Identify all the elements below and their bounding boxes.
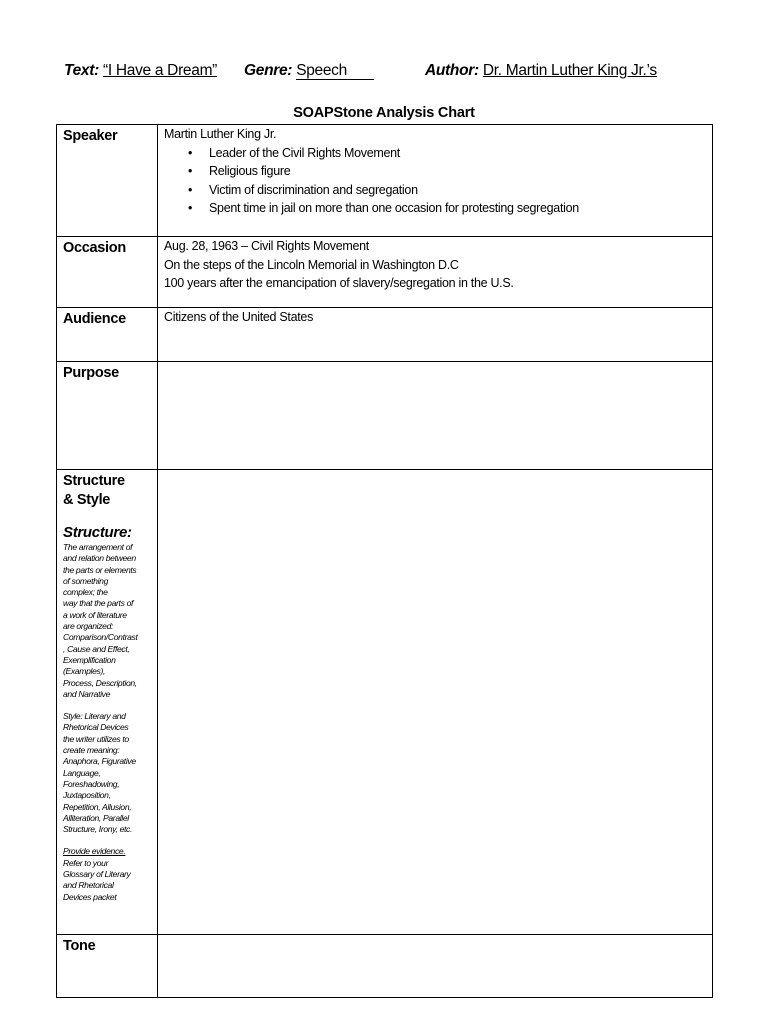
audience-label: Audience (57, 308, 158, 362)
speaker-bullets (164, 144, 708, 218)
structure-line: and Narrative (63, 688, 111, 699)
occasion-line: Aug. 28, 1963 – Civil Rights Movement (164, 239, 369, 253)
style-line: the writer utilizes to (63, 733, 129, 744)
style-line: Repetition, Allusion, (63, 801, 132, 812)
structure-style-title-1: Structure (63, 473, 125, 489)
structure-line: the parts or elements (63, 564, 137, 575)
structure-line: Process, Description, (63, 677, 137, 688)
style-line: create meaning: (63, 745, 120, 756)
text-value: “I Have a Dream” (102, 62, 218, 79)
text-label: Text: (64, 62, 99, 79)
purpose-content (158, 362, 713, 470)
refer-line: Devices packet (63, 891, 117, 902)
structure-line: of something (63, 575, 109, 586)
structure-line: Comparison/Contrast (63, 632, 138, 643)
structure-style-content (158, 470, 713, 935)
style-line: Rhetorical Devices (63, 722, 129, 733)
author-label: Author: (425, 62, 479, 79)
author-field (425, 62, 657, 80)
speaker-row (57, 125, 713, 237)
occasion-label: Occasion (57, 237, 158, 308)
audience-row (57, 308, 713, 362)
style-line: Style: Literary and (63, 711, 126, 722)
structure-line: Exemplification (63, 654, 116, 665)
style-line: Alliteration, Parallel (63, 812, 129, 823)
list-item: • Victim of discrimination and segregation (209, 181, 708, 200)
refer-line: Glossary of Literary (63, 869, 131, 880)
style-line: Structure, Irony, etc. (63, 824, 133, 835)
occasion-content (158, 237, 713, 308)
list-item: • Spent time in jail on more than one occasion for protesting segregation (209, 199, 708, 218)
speaker-name: Martin Luther King Jr. (164, 127, 277, 141)
style-line: Foreshadowing, (63, 778, 120, 789)
genre-value: Speech (296, 63, 374, 80)
tone-content (158, 935, 713, 998)
audience-content (158, 308, 713, 362)
structure-heading: Structure: (63, 524, 132, 541)
occasion-line: 100 years after the emancipation of slavery/segregation in the U.S. (164, 276, 514, 290)
structure-style-label (57, 470, 158, 935)
structure-style-row (57, 470, 713, 935)
structure-line: and relation between (63, 553, 136, 564)
soapstone-table (56, 124, 713, 998)
style-line: Juxtaposition, (63, 790, 111, 801)
document-header (64, 62, 724, 84)
structure-definition (63, 542, 154, 903)
occasion-row (57, 237, 713, 308)
evidence-line: Provide evidence. (63, 846, 126, 857)
refer-line: and Rhetorical (63, 880, 114, 891)
speaker-label: Speaker (57, 125, 158, 237)
style-line: Anaphora, Figurative (63, 756, 136, 767)
structure-style-title-2: & Style (63, 492, 111, 508)
text-field (64, 62, 217, 80)
purpose-row (57, 362, 713, 470)
list-item: • Leader of the Civil Rights Movement (209, 144, 708, 163)
audience-text: Citizens of the United States (164, 310, 314, 324)
structure-line: (Examples), (63, 666, 105, 677)
tone-row (57, 935, 713, 998)
occasion-line: On the steps of the Lincoln Memorial in Washington D.C (164, 257, 459, 272)
tone-label: Tone (57, 935, 158, 998)
structure-line: , Cause and Effect, (63, 643, 130, 654)
structure-line: The arrangement of (63, 542, 133, 552)
refer-line: Refer to your (63, 857, 109, 868)
structure-line: are organized: (63, 621, 114, 632)
list-item: • Religious figure (209, 162, 708, 181)
structure-line: a work of literature (63, 609, 127, 620)
structure-line: complex; the (63, 587, 108, 598)
genre-field (244, 62, 374, 80)
speaker-content (158, 125, 713, 237)
purpose-label: Purpose (57, 362, 158, 470)
genre-label: Genre: (244, 62, 293, 79)
chart-title: SOAPStone Analysis Chart (293, 105, 475, 121)
style-line: Language, (63, 767, 101, 778)
structure-line: way that the parts of (63, 598, 134, 609)
author-value: Dr. Martin Luther King Jr.’s (482, 62, 657, 79)
